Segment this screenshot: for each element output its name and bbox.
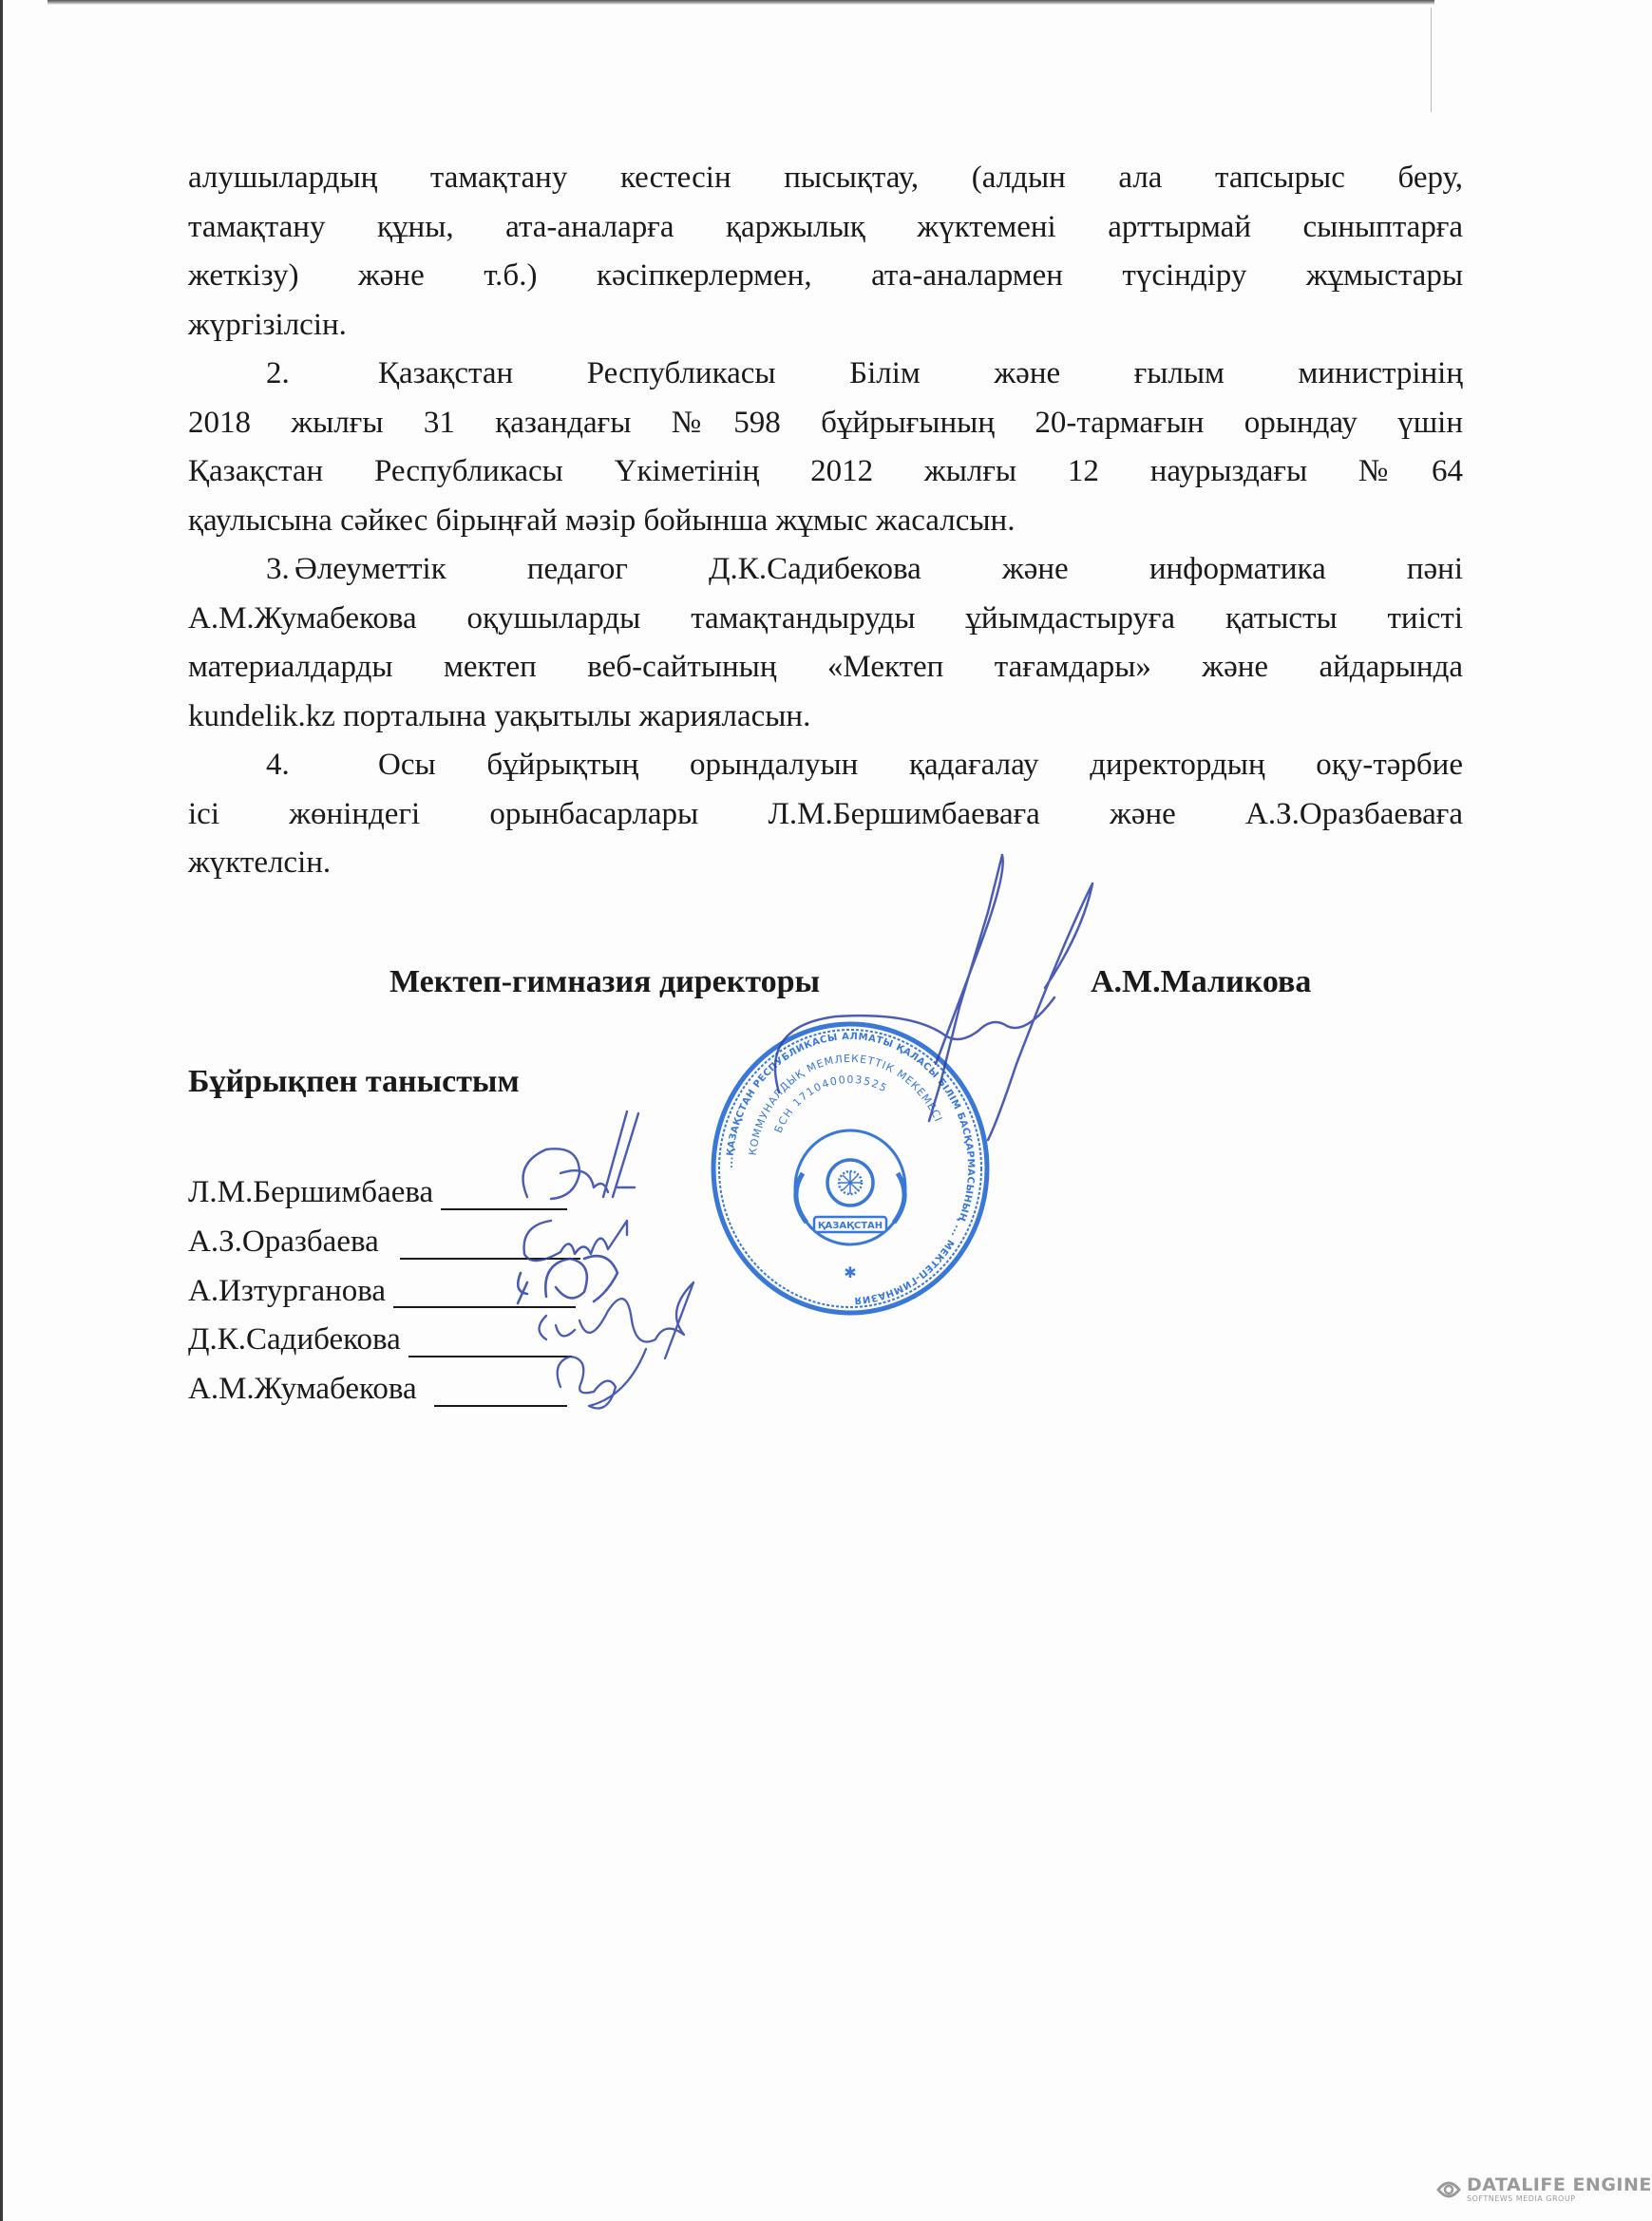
text-line: ісі жөніндегі орынбасарлары Л.М.Бершимбаеваға және А.З.Оразбаеваға xyxy=(188,796,1463,831)
text-line: kundelik.kz порталына уақытылы жарияласын. xyxy=(188,698,811,733)
scan-edge-right xyxy=(1431,8,1432,112)
acknowledgement-list xyxy=(188,1168,580,1414)
director-title: Мектеп-гимназия директоры xyxy=(389,964,821,999)
text-line: тамақтану құны, ата-аналарға қаржылық жүктемені арттырмай сыныптарға xyxy=(188,209,1463,244)
state-emblem-icon xyxy=(795,1130,905,1244)
datalife-logo-icon xyxy=(1436,2179,1461,2200)
paragraph-number: 2. xyxy=(266,356,290,390)
acknowledgement-name: Л.М.Бершимбаева xyxy=(188,1175,434,1209)
acknowledgement-item xyxy=(188,1218,580,1267)
stamp-star-icon: ✱ xyxy=(844,1265,857,1281)
signature-line xyxy=(441,1180,567,1210)
acknowledgement-heading: Бұйрықпен таныстым xyxy=(188,1064,520,1099)
official-stamp xyxy=(708,1021,993,1316)
text-line: материалдарды мектеп веб-сайтының «Мектеп тағамдары» және айдарында xyxy=(188,650,1463,684)
stamp-outer-text: ...ҚАЗАҚСТАН РЕСПУБЛИКАСЫ АЛМАТЫ ҚАЛАСЫ БІЛІМ БАСҚАРМАСЫНЫҢ ... МЕКТЕП-ГИМНАЗИЯ xyxy=(724,1031,977,1305)
text-line: 2018 жылғы 31 қазандағы №598 бұйрығының 20-тармағын орындау үшін xyxy=(188,405,1463,440)
stamp-inner-text: КОММУНАЛДЫҚ МЕМЛЕКЕТТІК МЕКЕМЕСІ xyxy=(746,1052,945,1157)
paragraph-number: 4. xyxy=(266,748,290,782)
paragraph-2 xyxy=(188,350,1463,545)
acknowledgement-name: Д.К.Садибекова xyxy=(188,1322,401,1357)
scan-edge-left xyxy=(0,0,3,2221)
signature-line xyxy=(408,1327,572,1357)
paragraph-4 xyxy=(188,741,1463,888)
watermark-subtitle: SOFTNEWS MEDIA GROUP xyxy=(1467,2194,1576,2203)
paragraph-1-continuation xyxy=(188,154,1463,350)
watermark-title: DATALIFE ENGINE xyxy=(1467,2174,1652,2195)
stamp-center-label: ҚАЗАҚСТАН xyxy=(817,1221,883,1231)
paragraph-3 xyxy=(188,545,1463,741)
text-line: қаулысына сәйкес бірыңғай мәзір бойынша жұмыс жасалсын. xyxy=(188,503,1016,538)
stamp-bin-text: БСН 171040003525 xyxy=(771,1073,890,1135)
text-line xyxy=(188,741,1463,790)
director-name: А.М.Маликова xyxy=(1091,964,1312,999)
document-body xyxy=(188,154,1463,888)
signature-line xyxy=(434,1376,567,1407)
text-line-content: Қазақстан Республикасы Білім және ғылым министрінің xyxy=(378,356,1463,390)
text-line xyxy=(188,350,1463,399)
acknowledgement-name: А.Изтурганова xyxy=(188,1273,387,1308)
acknowledgement-item xyxy=(188,1168,580,1218)
text-line: Қазақстан Республикасы Үкіметінің 2012 жылғы 12 наурыздағы №64 xyxy=(188,454,1463,488)
text-line: алушылардың тамақтану кестесін пысықтау, (алдын ала тапсырыс беру, xyxy=(188,161,1463,195)
text-line: жүргізілсін. xyxy=(188,307,347,342)
datalife-watermark xyxy=(1436,2175,1652,2204)
signature-line xyxy=(393,1278,576,1308)
acknowledgement-item xyxy=(188,1365,580,1414)
signature-block xyxy=(0,964,1615,1012)
watermark-text xyxy=(1467,2175,1652,2204)
text-line-content: Осы бұйрықтың орындалуын қадағалау директордың оқу-тәрбие xyxy=(378,748,1463,782)
paragraph-number: 3. xyxy=(266,552,290,586)
acknowledgement-name: А.З.Оразбаева xyxy=(188,1224,379,1259)
text-line: жеткізу) және т.б.) кәсіпкерлермен, ата-аналармен түсіндіру жұмыстары xyxy=(188,258,1463,293)
acknowledgement-name: А.М.Жумабекова xyxy=(188,1372,417,1407)
text-line: А.М.Жумабекова оқушыларды тамақтандыруды ұйымдастыруға қатысты тиісті xyxy=(188,600,1463,636)
acknowledgement-item xyxy=(188,1316,580,1365)
text-line xyxy=(188,545,1463,595)
text-line-content: Әлеуметтік педагог Д.К.Садибекова және информатика пәні xyxy=(294,552,1463,586)
text-line: жүктелсін. xyxy=(188,845,332,880)
acknowledgement-item xyxy=(188,1267,580,1317)
scan-edge-top xyxy=(47,0,1434,5)
signature-line xyxy=(400,1229,580,1260)
